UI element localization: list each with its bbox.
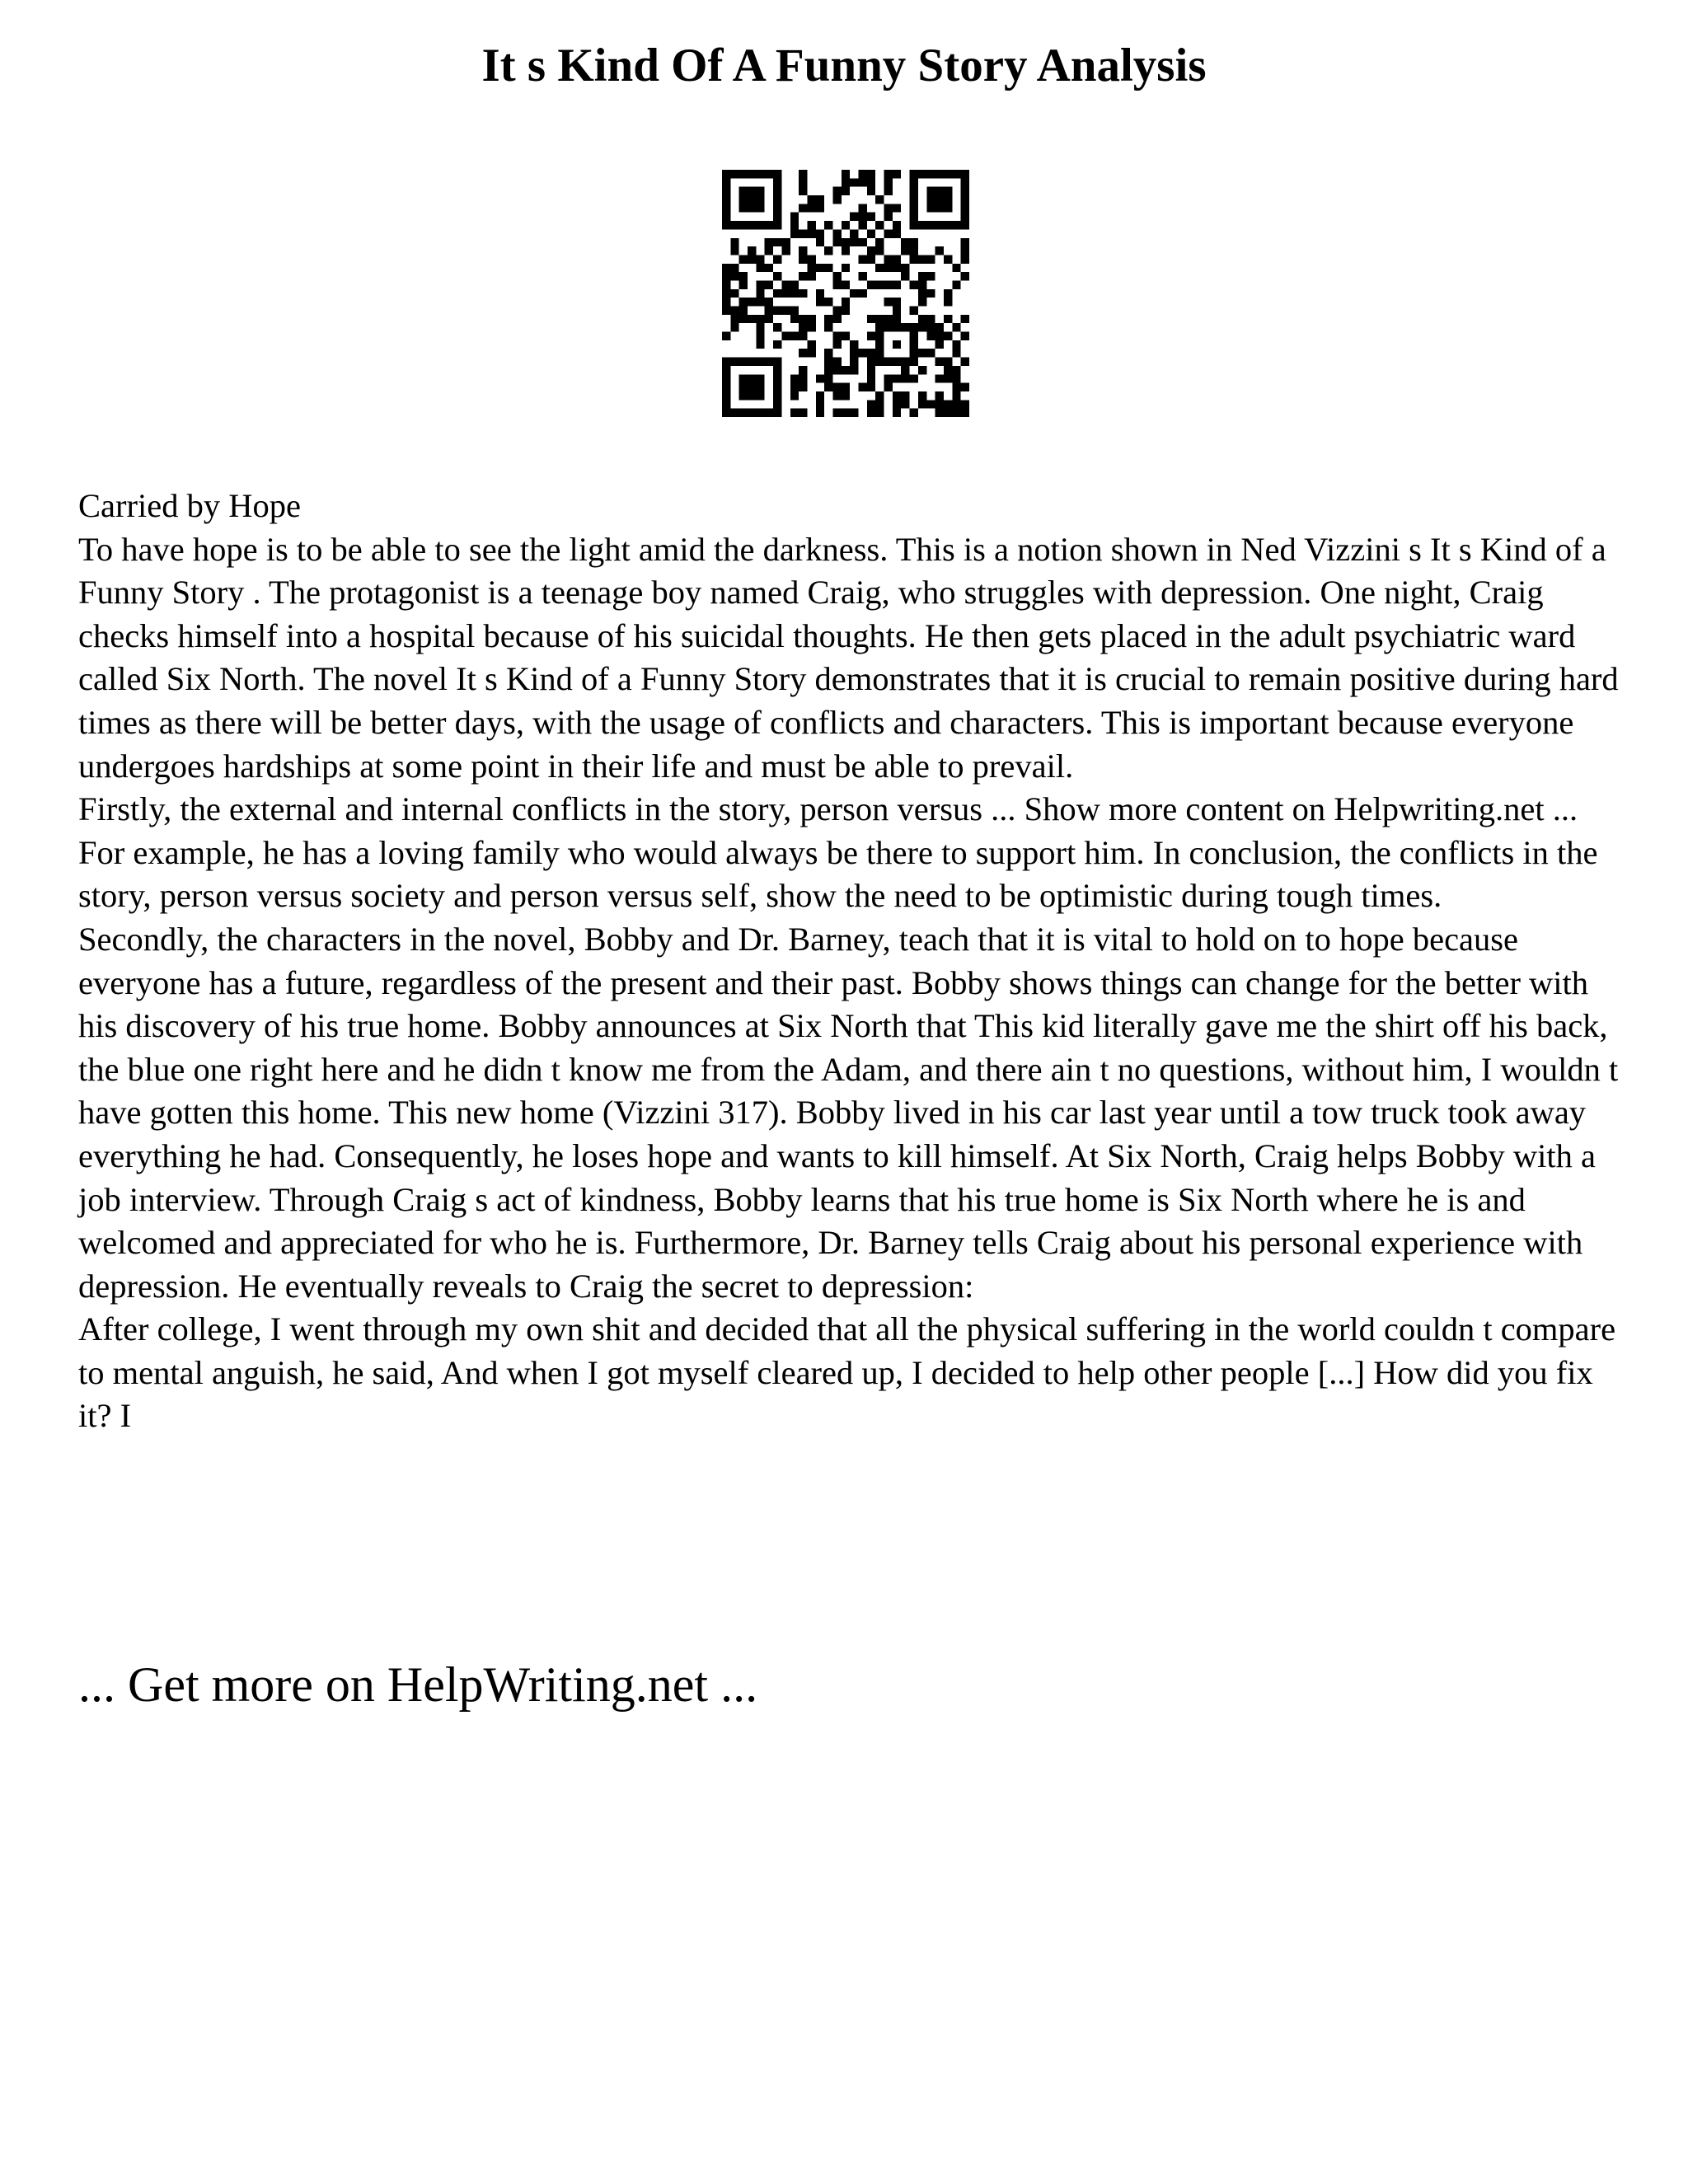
get-more-link[interactable]: ... Get more on HelpWriting.net ... <box>78 1657 758 1712</box>
qr-code-graphic <box>722 170 969 417</box>
article-body <box>78 485 1628 1438</box>
qr-code-icon <box>722 170 969 417</box>
article-paragraph: To have hope is to be able to see the light amid the darkness. This is a notion shown in Ned Vizzini s It s Kind of a Funny Story . The protagonist is a teenage boy named Craig, who struggles with depression. One night, Craig checks himself into a hospital because of his suicidal thoughts. He then gets placed in the adult psychiatric ward called Six North. The novel It s Kind of a Funny Story demonstrates that it is crucial to remain positive during hard times as there will be better days, with the usage of conflicts and characters. This is important because everyone undergoes hardships at some point in their life and must be able to prevail. <box>78 530 1619 785</box>
article-paragraph: Secondly, the characters in the novel, Bobby and Dr. Barney, teach that it is vital to hold on to hope because everyone has a future, regardless of the present and their past. Bobby shows things can change for the better with his discovery of his true home. Bobby announces at Six North that This kid literally gave me the shirt off his back, the blue one right here and he didn t know me from the Adam, and there ain t no questions, without him, I wouldn t have gotten this home. This new home (Vizzini 317). Bobby lived in his car last year until a tow truck took away everything he had. Consequently, he loses hope and wants to kill himself. At Six North, Craig helps Bobby with a job interview. Through Craig s act of kindness, Bobby learns that his true home is Six North where he is and welcomed and appreciated for who he is. Furthermore, Dr. Barney tells Craig about his personal experience with depression. He eventually reveals to Craig the secret to depression: <box>78 920 1619 1305</box>
article-paragraph: After college, I went through my own shit and decided that all the physical suffering in the world couldn t compare to mental anguish, he said, And when I got myself cleared up, I decided to help other people [...] How did you fix it? I <box>78 1310 1616 1435</box>
article-subheading: Carried by Hope <box>78 487 301 524</box>
page-title: It s Kind Of A Funny Story Analysis <box>481 40 1207 91</box>
article-paragraph: For example, he has a loving family who would always be there to support him. In conclusion, the conflicts in the story, person versus society and person versus self, show the need to be optimistic during tough times. <box>78 833 1598 915</box>
article-paragraph: Firstly, the external and internal conflicts in the story, person versus ... Show more content on Helpwriting.net ... <box>78 790 1578 828</box>
